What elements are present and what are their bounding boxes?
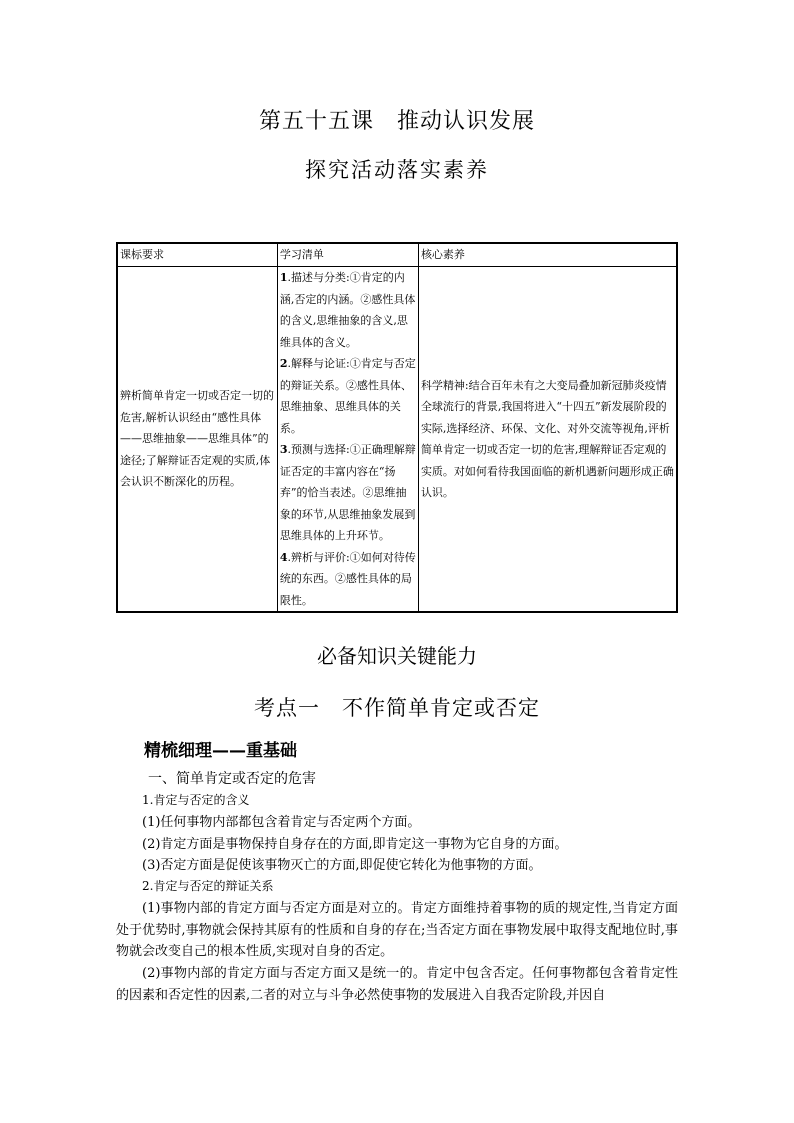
study-heading: 精梳细理——重基础 <box>144 741 297 761</box>
lesson-subtitle: 探究活动落实素养 <box>305 158 489 182</box>
curriculum-table <box>116 242 678 613</box>
lesson-title: 第五十五课 推动认识发展 <box>258 109 535 134</box>
table-row <box>117 267 677 613</box>
learning-list-item: 2.解释与论证:①肯定与否定的辩证关系。②感性具体、思维抽象、思维具体的关系。 <box>279 357 416 435</box>
section-title: 必备知识关键能力 <box>317 644 477 668</box>
core-literacy-cell: 科学精神:结合百年未有之大变局叠加新冠肺炎疫情全球流行的背景,我国将进入“十四五”新发展阶段的实际,选择经济、环保、文化、对外交流等视角,评析简单肯定一切或否定一切的危害,理解辩证否定观的实质。对如何看待我国面临的新机遇新问题形成正确认识。 <box>418 267 677 613</box>
header-requirement: 课标要求 <box>117 243 277 267</box>
subheading: 2.肯定与否定的辩证关系 <box>142 879 274 893</box>
subheading: 1.肯定与否定的含义 <box>142 793 250 807</box>
learning-list-item: 3.预测与选择:①正确理解辩证否定的丰富内容在“扬弃”的恰当表述。②思维抽象的环节,从思维抽象发展到思维具体的上升环节。 <box>279 443 416 542</box>
list-item: (2)肯定方面是事物保持自身存在的方面,即肯定这一事物为它自身的方面。 <box>142 837 568 852</box>
paragraph: (1)事物内部的肯定方面与否定方面是对立的。肯定方面维持着事物的质的规定性,当肯定方面处于优势时,事物就会保持其原有的性质和自身的存在;当否定方面在事物发展中取得支配地位时,事物就会改变自己的根本性质,实现对自身的否定。 <box>116 901 678 959</box>
paragraph: (2)事物内部的肯定方面与否定方面又是统一的。肯定中包含否定。任何事物都包含着肯定性的因素和否定性的因素,二者的对立与斗争必然使事物的发展进入自我否定阶段,并因自 <box>116 966 678 1003</box>
requirement-cell: 辨析简单肯定一切或否定一切的危害,解析认识经由“感性具体——思维抽象——思维具体”的途径;了解辩证否定观的实质,体会认识不断深化的历程。 <box>117 267 277 613</box>
table-header-row <box>117 243 677 267</box>
list-item: (3)否定方面是促使该事物灭亡的方面,即促使它转化为他事物的方面。 <box>142 858 542 873</box>
learning-list-cell <box>277 267 418 613</box>
header-learning-list: 学习清单 <box>277 243 418 267</box>
learning-list-item: 4.辨析与评价:①如何对待传统的东西。②感性具体的局限性。 <box>279 550 416 607</box>
header-core-literacy: 核心素养 <box>418 243 677 267</box>
section-heading: 一、简单肯定或否定的危害 <box>148 771 316 787</box>
list-item: (1)任何事物内部都包含着肯定与否定两个方面。 <box>142 815 421 830</box>
learning-list-item: 1.描述与分类:①肯定的内涵,否定的内涵。②感性具体的含义,思维抽象的含义,思维具体的含义。 <box>279 271 416 349</box>
point-title: 考点一 不作简单肯定或否定 <box>254 696 540 720</box>
